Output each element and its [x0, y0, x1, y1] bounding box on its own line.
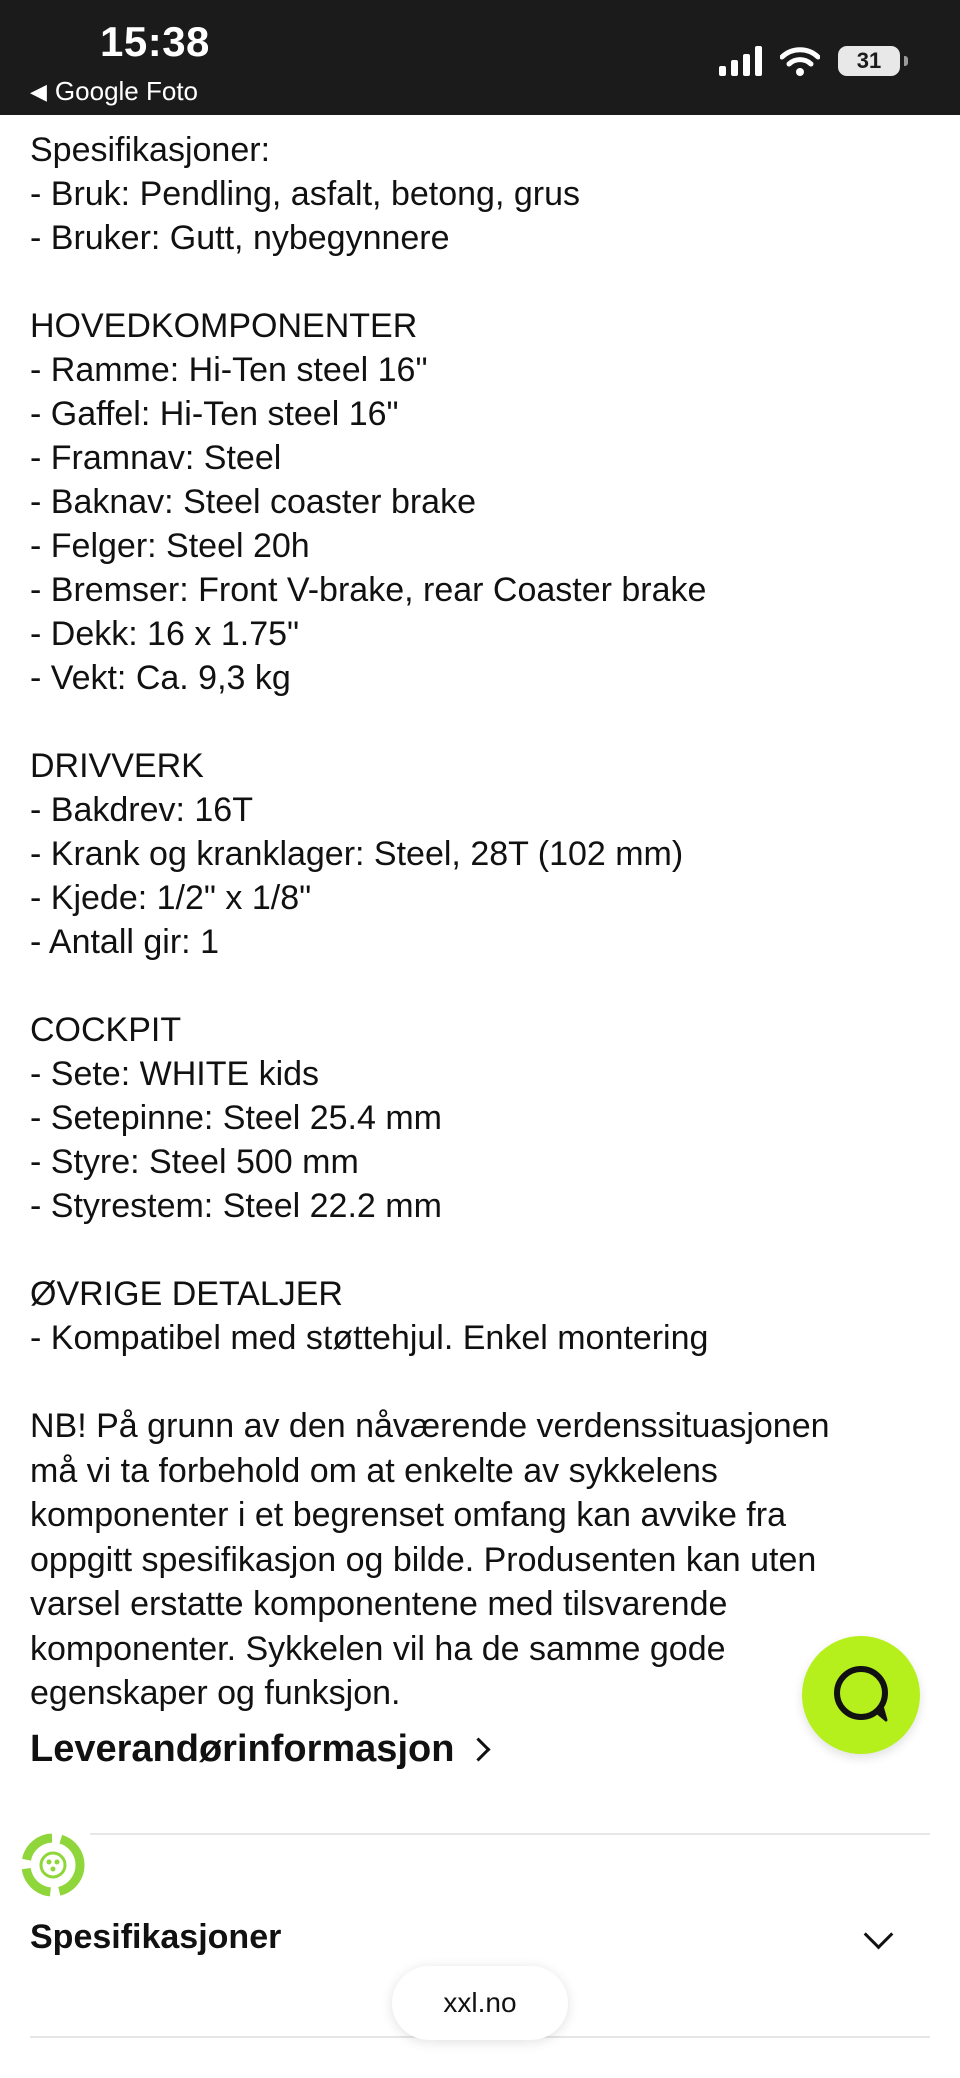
chevron-down-icon[interactable] — [864, 1920, 894, 1950]
spec-section-other-details — [30, 1272, 930, 1360]
availability-note: NB! På grunn av den nåværende verdenssituasjonen må vi ta forbehold om at enkelte av sykkelens komponenter i et begrenset omfang kan avvike fra oppgitt spesifikasjon og bilde. Produsenten kan uten varsel erstatte komponentene med tilsvarende komponenter. Sykkelen vil ha de samme gode egenskaper og funksjon. — [30, 1407, 830, 1712]
spec-line: - Vekt: Ca. 9,3 kg — [30, 659, 291, 697]
spec-line: - Antall gir: 1 — [30, 923, 219, 961]
spec-line: Spesifikasjoner: — [30, 131, 271, 169]
spec-section-drivetrain — [30, 744, 930, 964]
spec-line: - Baknav: Steel coaster brake — [30, 483, 477, 521]
spec-heading: COCKPIT — [30, 1011, 182, 1049]
spec-section-usage — [30, 128, 930, 260]
spec-section-cockpit — [30, 1008, 930, 1228]
spec-line: - Kompatibel med støttehjul. Enkel montering — [30, 1319, 709, 1357]
supplier-info-link[interactable] — [30, 1728, 487, 1771]
spec-line: - Bakdrev: 16T — [30, 791, 253, 829]
spec-heading: DRIVVERK — [30, 747, 204, 785]
spec-line: - Gaffel: Hi-Ten steel 16" — [30, 395, 399, 433]
back-to-app-button[interactable] — [30, 76, 198, 107]
recycle-badge-icon — [18, 1830, 88, 1900]
status-time: 15:38 — [100, 18, 210, 65]
section-divider — [90, 1833, 930, 1835]
spec-line: - Bruker: Gutt, nybegynnere — [30, 219, 450, 257]
status-icons — [719, 46, 900, 76]
specifications-accordion[interactable]: Spesifikasjoner — [30, 1918, 282, 1956]
spec-line: - Bremser: Front V-brake, rear Coaster brake — [30, 571, 707, 609]
status-bar — [0, 0, 960, 115]
spec-line: - Framnav: Steel — [30, 439, 282, 477]
spec-line: - Sete: WHITE kids — [30, 1055, 320, 1093]
spec-line: - Ramme: Hi-Ten steel 16" — [30, 351, 428, 389]
spec-heading: HOVEDKOMPONENTER — [30, 307, 418, 345]
spec-line: - Dekk: 16 x 1.75" — [30, 615, 300, 653]
spec-line: - Styrestem: Steel 22.2 mm — [30, 1187, 442, 1225]
signal-icon — [719, 46, 762, 76]
chat-button[interactable] — [802, 1636, 920, 1754]
spec-content — [30, 128, 930, 1716]
spec-line: - Felger: Steel 20h — [30, 527, 310, 565]
battery-icon: 31 — [838, 46, 900, 76]
spec-heading: ØVRIGE DETALJER — [30, 1275, 343, 1313]
browser-url-pill[interactable]: xxl.no — [392, 1966, 568, 2040]
spec-section-main-components — [30, 304, 930, 700]
back-app-label: Google Foto — [54, 76, 199, 106]
supplier-info-label: Leverandørinformasjon — [30, 1728, 455, 1770]
spec-line: - Bruk: Pendling, asfalt, betong, grus — [30, 175, 580, 213]
spec-line: - Kjede: 1/2" x 1/8" — [30, 879, 312, 917]
chat-icon — [802, 1636, 920, 1754]
spec-line: - Styre: Steel 500 mm — [30, 1143, 359, 1181]
spec-line: - Setepinne: Steel 25.4 mm — [30, 1099, 443, 1137]
chevron-left-icon: ◀ — [30, 78, 47, 104]
wifi-icon — [780, 46, 820, 76]
chevron-right-icon — [467, 1737, 491, 1761]
spec-line: - Krank og kranklager: Steel, 28T (102 mm) — [30, 835, 684, 873]
